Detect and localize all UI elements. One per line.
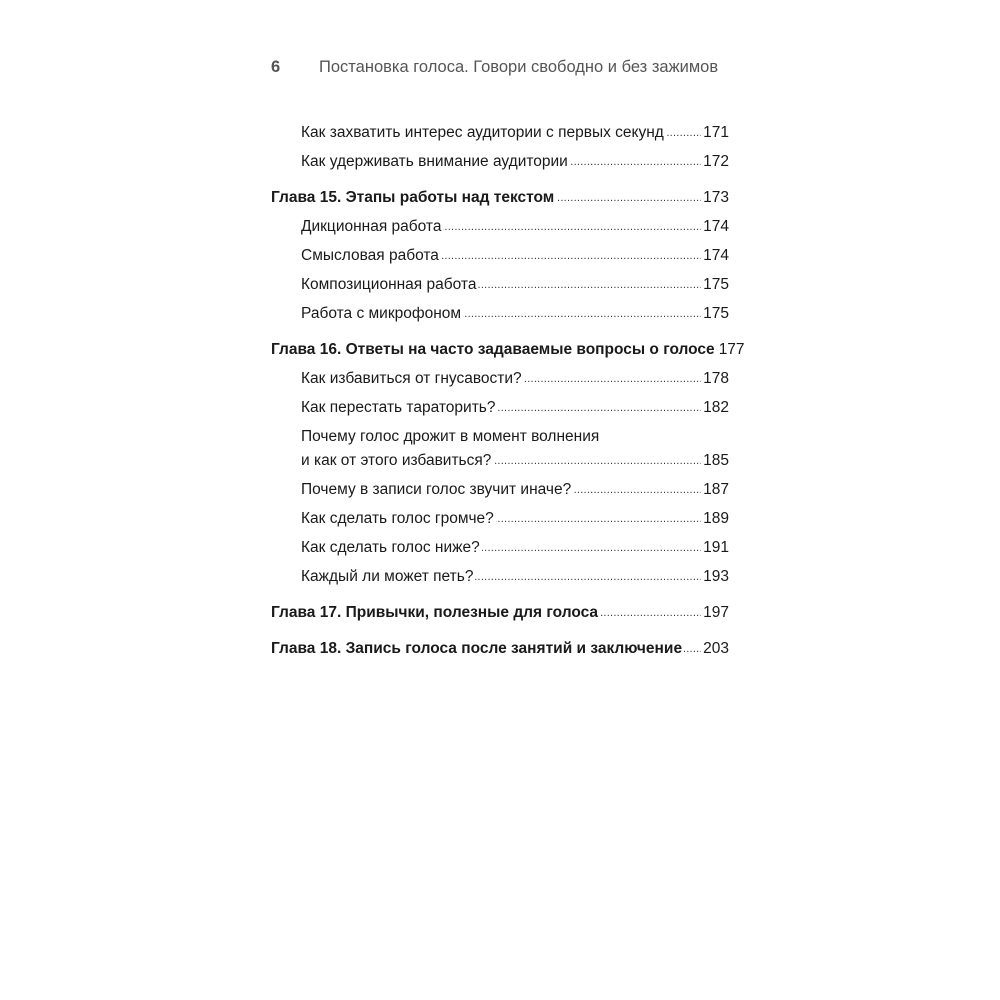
dot-leader: [573, 478, 701, 502]
toc-entry-title: Смысловая работа: [301, 247, 439, 264]
toc-entry: [271, 478, 729, 502]
dot-leader: [443, 215, 701, 239]
dot-leader: [441, 244, 701, 268]
toc-entry-title: Как удерживать внимание аудитории: [301, 153, 568, 170]
dot-leader: [493, 449, 701, 473]
toc-entry-title: Каждый ли может петь?: [301, 568, 474, 585]
dot-leader: [496, 507, 701, 531]
toc-chapter-page: 173: [703, 189, 729, 206]
toc-entry-title: Работа с микрофоном: [301, 305, 462, 322]
toc-entry: [271, 273, 729, 297]
dot-leader: [600, 601, 701, 625]
toc-entry-page: 175: [703, 276, 729, 293]
toc-entry-title: Композиционная работа: [301, 276, 477, 293]
toc-entry-page: 175: [703, 305, 729, 322]
toc-chapter: [271, 338, 745, 362]
toc-chapter: [271, 637, 729, 661]
dot-leader: [570, 150, 701, 174]
toc-chapter: [271, 601, 729, 625]
toc-chapter: [271, 186, 729, 210]
dot-leader: [463, 302, 701, 326]
toc-entry-title: и как от этого избавиться?: [301, 452, 492, 469]
toc-entry: [271, 121, 729, 145]
toc-entry-title: Как захватить интерес аудитории с первых секунд: [301, 124, 664, 141]
toc-entry: [271, 302, 729, 326]
toc-entry-page: 178: [703, 370, 729, 387]
toc-entry: [271, 244, 729, 268]
toc-chapter-page: 203: [703, 640, 729, 657]
dot-leader: [666, 121, 701, 145]
dot-leader: [524, 367, 701, 391]
toc-chapter-page: 177: [718, 341, 745, 358]
dot-leader: [498, 396, 702, 420]
toc-entry: [271, 565, 729, 589]
toc-entry-title: Как сделать голос ниже?: [301, 539, 480, 556]
toc-entry: [271, 150, 729, 174]
dot-leader: [684, 637, 701, 661]
toc-entry-page: 171: [703, 124, 729, 141]
toc-entry-title: Как перестать тараторить?: [301, 399, 496, 416]
toc-entry-title: Как сделать голос громче?: [301, 510, 494, 527]
toc-chapter-title: Глава 17. Привычки, полезные для голоса: [271, 604, 599, 621]
toc-entry-line2: [301, 449, 729, 473]
dot-leader: [478, 273, 701, 297]
toc-entry-page: 182: [703, 399, 729, 416]
toc-entry-page: 174: [703, 218, 729, 235]
toc-entry-multiline: [271, 425, 729, 473]
page-header: [271, 58, 731, 80]
toc-entry: [271, 215, 729, 239]
toc-entry-page: 191: [703, 539, 729, 556]
running-title: Постановка голоса. Говори свободно и без зажимов: [319, 58, 719, 76]
toc-chapter-page: 197: [703, 604, 729, 621]
toc-entry: [271, 367, 729, 391]
toc-entry-title-line1: Почему голос дрожит в момент волнения: [301, 428, 600, 445]
page-number: 6: [271, 58, 281, 76]
toc-entry-page: 172: [703, 153, 729, 170]
toc-entry: [271, 536, 729, 560]
toc-entry-page: 187: [703, 481, 729, 498]
toc-entry-page: 174: [703, 247, 729, 264]
dot-leader: [482, 536, 701, 560]
toc-entry: [271, 396, 729, 420]
toc-entry-title: Почему в записи голос звучит иначе?: [301, 481, 572, 498]
toc-chapter-title: Глава 16. Ответы на часто задаваемые вопросы о голосе: [271, 341, 715, 358]
toc-entry: [271, 507, 729, 531]
toc-entry-title: Дикционная работа: [301, 218, 442, 235]
toc-chapter-title: Глава 15. Этапы работы над текстом: [271, 189, 555, 206]
toc-entry-title: Как избавиться от гнусавости?: [301, 370, 522, 387]
toc-entry-page: 185: [703, 452, 729, 469]
toc-entry-page: 193: [703, 568, 729, 585]
toc-entry-page: 189: [703, 510, 729, 527]
table-of-contents: [271, 121, 745, 661]
dot-leader: [475, 565, 701, 589]
toc-chapter-title: Глава 18. Запись голоса после занятий и заключение: [271, 640, 683, 657]
dot-leader: [556, 186, 701, 210]
